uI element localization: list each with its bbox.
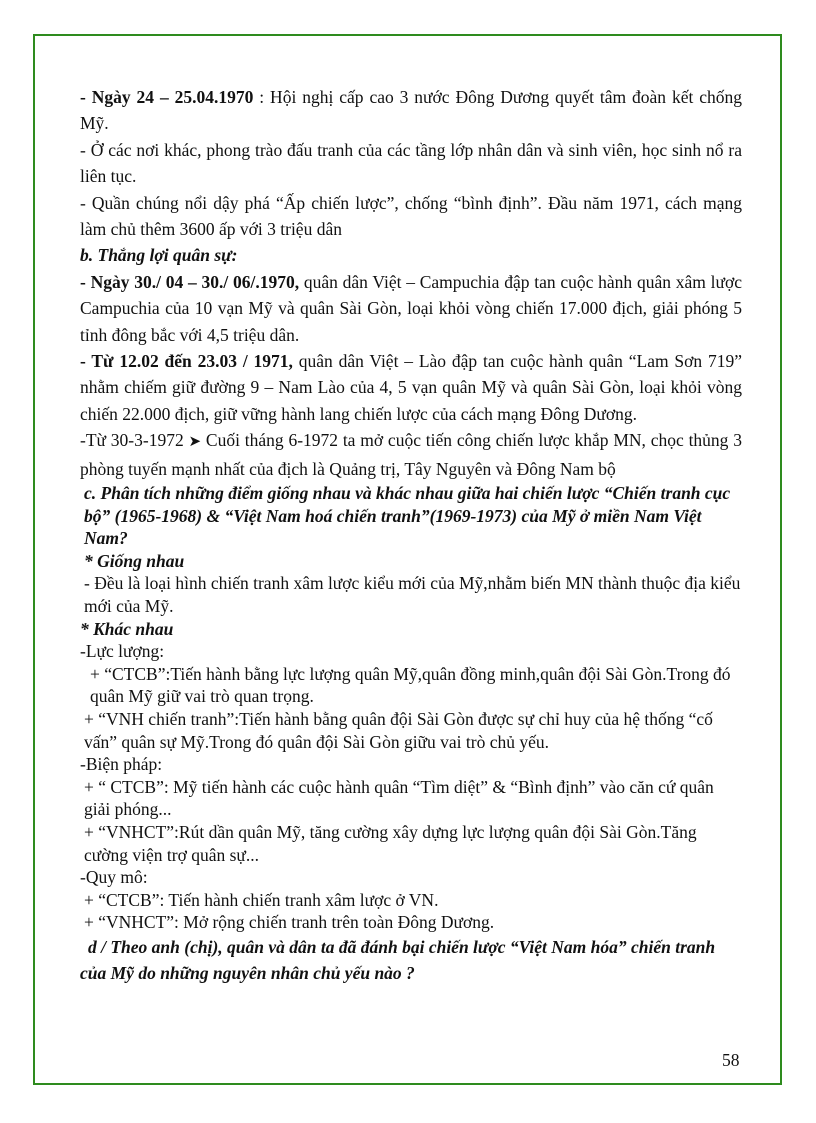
heading-military-victory: b. Thắng lợi quân sự: — [80, 245, 238, 266]
label-measures: -Biện pháp: — [80, 754, 163, 775]
item-forces-vnh: + “VNH chiến tranh”:Tiến hành bằng quân đội Sài Gòn được sự chỉ huy của hệ thống “cố vấn” quân sự Mỹ.Trong đó quân đội Sài Gòn giữu vai trò chủ yếu. — [84, 709, 713, 752]
paragraph-text: quân dân Việt – Campuchia đập tan cuộc hành quân xâm lược Campuchia của 10 vạn Mỹ và quân Sài Gòn, loại khỏi vòng chiến 17.000 địch, giải phóng 5 tỉnh đông bắc với 4,5 triệu dân. — [80, 271, 742, 345]
label-scale: -Quy mô: — [80, 867, 148, 888]
label-forces: -Lực lượng: — [80, 641, 165, 662]
paragraph-text: Cuối tháng 6-1972 ta mở cuộc tiến công chiến lược khắp MN, chọc thủng 3 phòng tuyến mạnh nhất của địch là Quảng trị, Tây Nguyên và Đông Nam bộ — [80, 430, 742, 479]
item-scale-ctcb: + “CTCB”: Tiến hành chiến tranh xâm lược ở VN. — [84, 889, 439, 910]
date-bold: - Ngày 30./ 04 – 30./ 06/.1970, — [80, 271, 300, 292]
paragraph-lam-son-719 — [80, 348, 742, 427]
heading-question-d: d / Theo anh (chị), quân và dân ta đã đánh bại chiến lược “Việt Nam hóa” chiến tranh của Mỹ do những nguyên nhân chủ yếu nào ? — [80, 936, 716, 984]
item-scale-vnhct: + “VNHCT”: Mở rộng chiến tranh trên toàn Đông Dương. — [84, 912, 495, 933]
arrow-icon: ➤ — [188, 434, 202, 451]
paragraph-conference — [80, 84, 742, 137]
paragraph-cambodia — [80, 269, 742, 348]
paragraph-movements: - Ở các nơi khác, phong trào đấu tranh của các tầng lớp nhân dân và sinh viên, học sinh nổ ra liên tục. — [80, 139, 742, 187]
item-forces-ctcb: + “CTCB”:Tiến hành bằng lực lượng quân Mỹ,quân đồng minh,quân đội Sài Gòn.Trong đó quân Mỹ giữ vai trò quan trọng. — [90, 663, 731, 707]
heading-similarities: * Giống nhau — [84, 550, 185, 571]
paragraph-1972-offensive — [80, 427, 742, 482]
page-number: 58 — [722, 1050, 740, 1070]
item-measures-vnhct: + “VNHCT”:Rút dần quân Mỹ, tăng cường xây dựng lực lượng quân đội Sài Gòn.Tăng cường viện trợ quân sự... — [84, 822, 697, 865]
paragraph-strategic-hamlets: - Quần chúng nổi dậy phá “Ấp chiến lược”, chống “bình định”. Đầu năm 1971, cách mạng làm chủ thêm 3600 ấp với 3 triệu dân — [80, 192, 742, 240]
date-bold: - Ngày 24 – 25.04.1970 — [80, 87, 254, 107]
paragraph-text: quân dân Việt – Lào đập tan cuộc hành quân “Lam Sơn 719” nhằm chiếm giữ đường 9 – Nam Lào của 4, 5 vạn quân Mỹ và quân Sài Gòn, loại khỏi vòng chiến 22.000 địch, giữ vững hành lang chiến lược của cách mạng Đông Dương. — [80, 351, 742, 424]
heading-differences: * Khác nhau — [80, 618, 174, 639]
paragraph-text: : Hội nghị cấp cao 3 nước Đông Dương quyết tâm đoàn kết chống Mỹ. — [80, 87, 742, 134]
item-measures-ctcb: + “ CTCB”: Mỹ tiến hành các cuộc hành quân “Tìm diệt” & “Bình định” vào căn cứ quân giải phóng... — [84, 776, 714, 820]
document-body — [80, 84, 742, 987]
heading-compare-strategies: c. Phân tích những điểm giống nhau và khác nhau giữa hai chiến lược “Chiến tranh cục bộ” (1965-1968) & “Việt Nam hoá chiến tranh”(1969-1973) của Mỹ ở miền Nam Việt Nam? — [84, 483, 731, 549]
paragraph-text: -Từ 30-3-1972 — [80, 430, 189, 451]
paragraph-similarities: - Đều là loại hình chiến tranh xâm lược kiểu mới của Mỹ,nhằm biến MN thành thuộc địa kiểu mới của Mỹ. — [84, 573, 741, 617]
date-bold: - Từ 12.02 đến 23.03 / 1971, — [80, 351, 293, 372]
